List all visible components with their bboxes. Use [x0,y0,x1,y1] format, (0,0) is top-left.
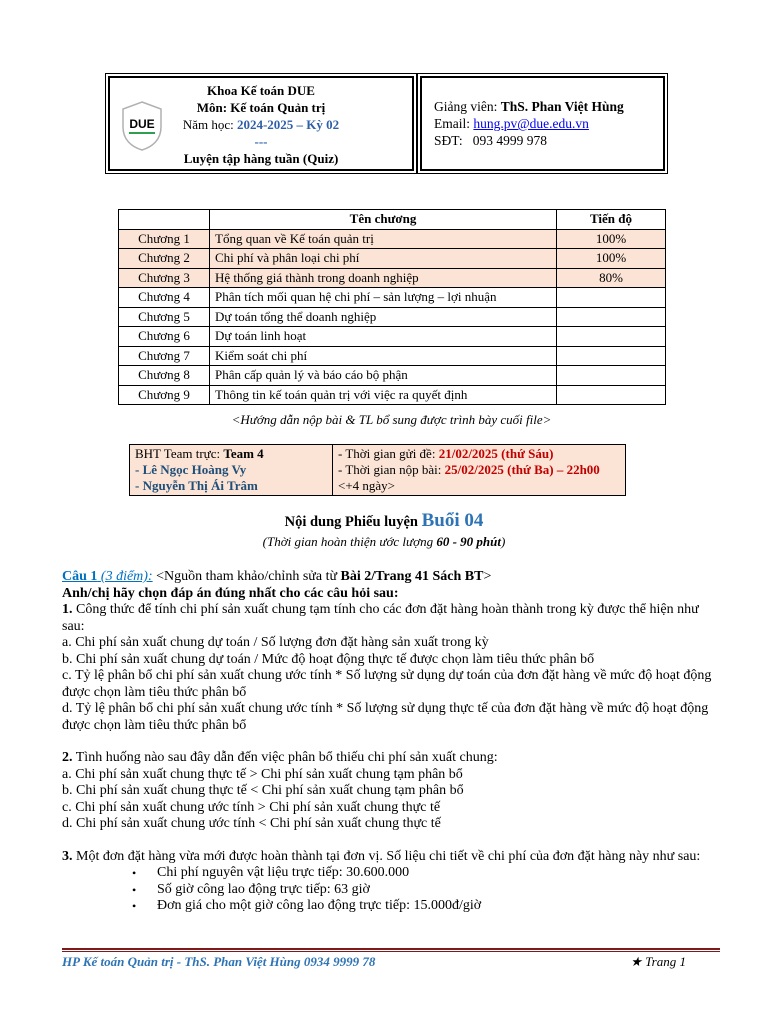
chapter-name: Tổng quan về Kế toán quản trị [210,229,557,249]
chapter-number: Chương 9 [119,385,210,405]
phone-label: SĐT: [434,133,463,148]
chapter-progress [557,346,666,366]
team-info-table [129,444,626,496]
question-1-heading [62,569,722,586]
submit-time-value: 25/02/2025 (thứ Ba) – 22h00 [444,462,600,477]
chapter-number: Chương 4 [119,288,210,308]
session-subtitle [0,534,768,550]
chapter-progress [557,288,666,308]
subject-name: Môn: Kế toán Quản trị [196,100,326,115]
table-row [119,327,666,347]
option-2b: b. Chi phí sản xuất chung thực tế < Chi phí sản xuất chung tạm phân bổ [62,783,464,798]
submit-time-row [338,462,620,478]
send-time-row [338,446,620,462]
question-1-label [62,569,153,584]
chapter-number: Chương 5 [119,307,210,327]
academic-year-value: 2024-2025 – Kỳ 02 [236,117,340,132]
table-row [119,229,666,249]
quiz-title: Luyện tập hàng tuần (Quiz) [183,151,339,166]
table-header-row [119,210,666,230]
star-icon: ★ [630,954,642,969]
logo-text: DUE [129,117,155,131]
chapter-progress [557,327,666,347]
list-item: • Chi phí nguyên vật liệu trực tiếp: 30.600.000 [157,865,722,882]
sub-question-2-number: 2. [62,750,73,765]
subtitle-prefix: (Thời gian hoàn thiện ước lượng [262,534,437,549]
chapter-number: Chương 7 [119,346,210,366]
chapter-name: Dự toán tổng thể doanh nghiệp [210,307,557,327]
table-row [119,249,666,269]
chapter-progress: 80% [557,268,666,288]
instruction: Anh/chị hãy chọn đáp án đúng nhất cho các câu hỏi sau: [62,585,399,601]
option-2c: c. Chi phí sản xuất chung ước tính > Chi phí sản xuất chung thực tế [62,799,441,815]
chapter-name: Hệ thống giá thành trong doanh nghiệp [210,268,557,288]
option-1a: a. Chi phí sản xuất chung dự toán / Số lượng đơn đặt hàng sản xuất trong kỳ [62,635,489,650]
team-label-row [135,446,327,462]
sub-question-2 [62,750,722,767]
lecturer-label: Giảng viên: [434,99,501,114]
header-lecturer-box [417,73,668,174]
table-row [119,346,666,366]
source-suffix: > [483,569,492,584]
chapter-name: Dự toán linh hoạt [210,327,557,347]
table-row [119,288,666,308]
lecturer-name: ThS. Phan Việt Hùng [500,99,624,114]
chapter-name: Phân tích mối quan hệ chi phí – sản lượng – lợi nhuận [210,288,557,308]
sub-question-1-text: Công thức để tính chi phí sản xuất chung tạm tính cho các đơn đặt hàng hoàn thành trong kỳ được thể hiện như sau: [62,602,699,634]
option-1b: b. Chi phí sản xuất chung dự toán / Mức độ hoạt động thực tế được chọn làm tiêu thức phân bổ [62,651,595,667]
sub-question-1 [62,602,722,635]
cost-detail-list [62,865,722,915]
team-name: Team 4 [223,446,264,461]
chapter-number: Chương 6 [119,327,210,347]
header-separator: --- [254,134,268,149]
chapter-progress [557,366,666,386]
table-row [119,307,666,327]
subtitle-time: 60 - 90 phút [436,534,501,549]
chapter-name: Thông tin kế toán quản trị với việc ra quyết định [210,385,557,405]
chapter-progress [557,385,666,405]
chapter-name: Phân cấp quản lý và báo cáo bộ phận [210,366,557,386]
source-prefix: <Nguồn tham khảo/chỉnh sửa từ [152,569,341,584]
chapter-name: Kiểm soát chi phí [210,346,557,366]
team-row [130,445,626,496]
course-info [110,82,412,167]
session-title-prefix: Nội dung Phiếu luyện [284,514,422,530]
email-row [434,115,624,132]
team-schedule-cell [333,445,626,496]
chapter-progress [557,307,666,327]
spacer [62,833,722,849]
academic-year [110,116,412,133]
email-link[interactable]: hung.pv@due.edu.vn [473,116,589,131]
page-number: Trang 1 [641,954,686,969]
team-member-1: - Lê Ngọc Hoàng Vy [135,462,247,477]
question-1-number: Câu 1 [62,569,98,584]
subtitle-suffix: ) [500,534,506,549]
footer-page [630,954,686,970]
team-members-cell [130,445,333,496]
header-chapter-cell [119,210,210,230]
chapter-number: Chương 8 [119,366,210,386]
team-label: BHT Team trực: [135,446,224,461]
days-note: <+4 ngày> [338,478,396,493]
header-progress: Tiến độ [557,210,666,230]
table-row [119,366,666,386]
header-chapter-name: Tên chương [210,210,557,230]
phone-number: 093 4999 978 [472,133,547,148]
option-2d: d. Chi phí sản xuất chung ước tính < Chi phí sản xuất chung thực tế [62,816,441,831]
source-reference: Bài 2/Trang 41 Sách BT [340,569,484,584]
sub-question-3-number: 3. [62,848,73,864]
chapter-progress: 100% [557,249,666,269]
submit-time-label: - Thời gian nộp bài: [338,462,445,477]
phone-row [434,132,624,149]
footer-rule-thin [62,951,720,952]
option-1c: c. Tỷ lệ phân bổ chi phí sản xuất chung ước tính * Số lượng sử dụng dự toán của đơn đặt hàng về mức độ hoạt động được chọn làm tiêu thức phân bổ [62,668,712,700]
academic-year-label: Năm học: [182,117,237,132]
chapter-number: Chương 1 [119,229,210,249]
submission-note: <Hướng dẫn nộp bài & TL bổ sung được trình bày cuối file> [231,412,552,427]
list-item: • Số giờ công lao động trực tiếp: 63 giờ [157,882,722,899]
lecturer-info [434,98,624,149]
option-1d: d. Tỷ lệ phân bổ chi phí sản xuất chung ước tính * Số lượng sử dụng thực tế của đơn đặt hàng về mức độ hoạt động được chọn làm tiêu thức phân bổ [62,701,709,733]
table-row [119,385,666,405]
sub-question-3-text: Một đơn đặt hàng vừa mới được hoàn thành tại đơn vị. Số liệu chi tiết về chi phí của đơn đặt hàng này như sau: [72,848,701,864]
session-title [0,510,768,532]
question-1-points: (3 điểm): [100,569,153,584]
chapter-name: Chi phí và phân loại chi phí [210,249,557,269]
chapter-progress-table [118,209,666,405]
footer-course-text: HP Kế toán Quản trị - ThS. Phan Việt Hùng 0934 9999 78 [62,954,376,969]
header-course-box-inner [108,76,414,171]
chapter-number: Chương 2 [119,249,210,269]
chapter-number: Chương 3 [119,268,210,288]
email-label: Email: [434,116,474,131]
header-lecturer-box-inner [420,76,665,171]
sub-question-3 [62,849,722,866]
faculty-name: Khoa Kế toán DUE [207,83,315,98]
send-time-value: 21/02/2025 (thứ Sáu) [438,446,554,461]
question-content [62,569,722,915]
sub-question-2-text: Tình huống nào sau đây dẫn đến việc phân bổ thiếu chi phí sản xuất chung: [72,750,498,765]
session-number: Buổi 04 [421,510,484,531]
sub-question-1-number: 1. [62,602,73,617]
list-item: • Đơn giá cho một giờ công lao động trực tiếp: 15.000đ/giờ [157,898,722,915]
option-2a: a. Chi phí sản xuất chung thực tế > Chi phí sản xuất chung tạm phân bổ [62,766,463,782]
lecturer-row [434,98,624,115]
footer-rule [62,948,720,950]
send-time-label: - Thời gian gửi đề: [338,446,439,461]
header-course-box [105,73,417,174]
chapter-progress: 100% [557,229,666,249]
spacer [62,734,722,750]
team-member-2: - Nguyễn Thị Ái Trâm [135,478,258,493]
table-row [119,268,666,288]
